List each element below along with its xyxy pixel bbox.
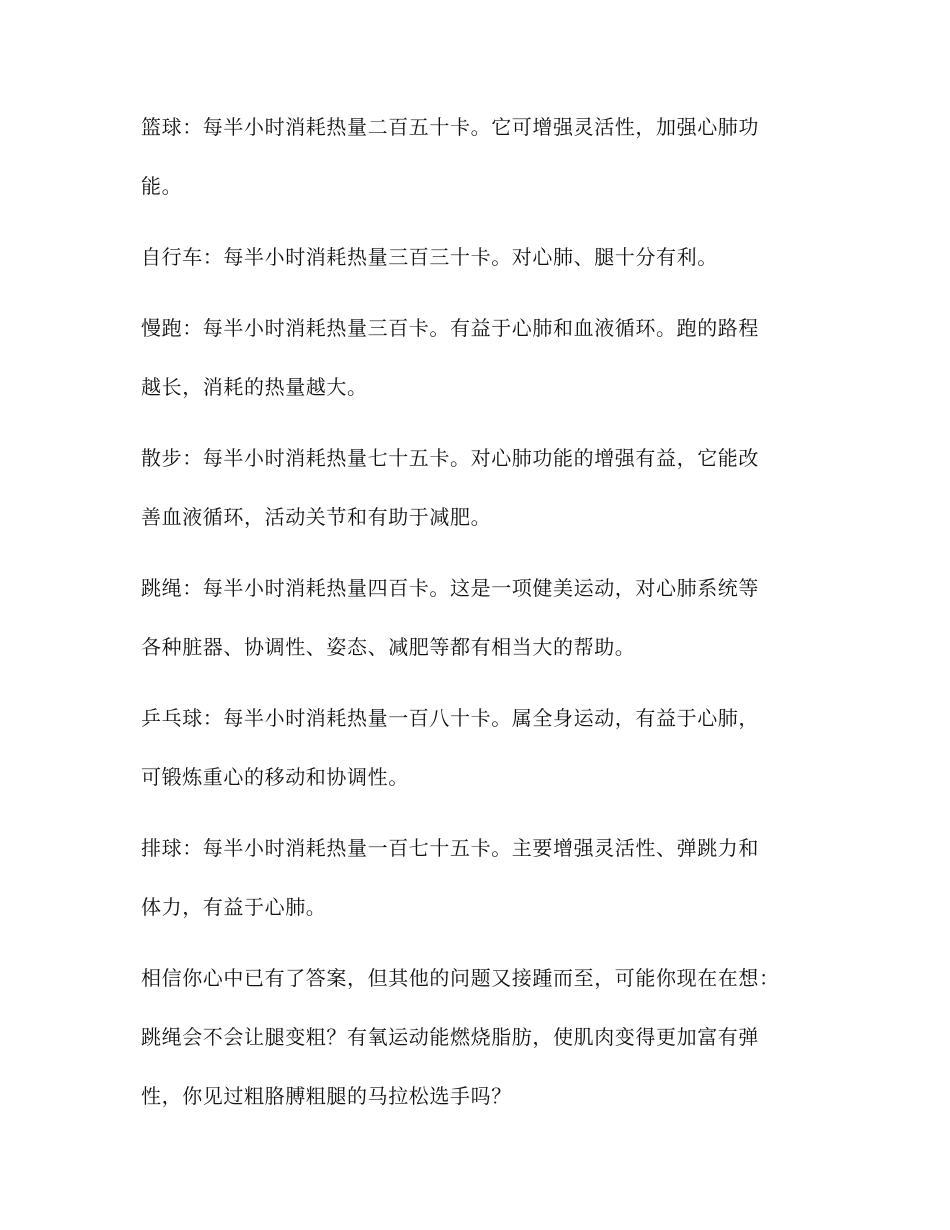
text-line: 相信你心中已有了答案，但其他的问题又接踵而至，可能你现在在想： xyxy=(141,966,780,990)
paragraph-conclusion xyxy=(141,949,841,1126)
paragraph-walking xyxy=(141,429,841,547)
text-line: 可锻炼重心的移动和协调性。 xyxy=(141,765,409,789)
text-line: 自行车：每半小时消耗热量三百三十卡。对心肺、腿十分有利。 xyxy=(141,245,718,269)
paragraph-volleyball xyxy=(141,819,841,937)
text-line: 越长，消耗的热量越大。 xyxy=(141,375,368,399)
document-body xyxy=(141,98,841,1138)
text-line: 性，你见过粗胳膊粗腿的马拉松选手吗？ xyxy=(141,1084,512,1108)
paragraph-jogging xyxy=(141,299,841,417)
text-line: 跳绳：每半小时消耗热量四百卡。这是一项健美运动，对心肺系统等 xyxy=(141,576,759,600)
text-line: 善血液循环，活动关节和有助于减肥。 xyxy=(141,505,492,529)
paragraph-basketball xyxy=(141,98,841,216)
text-line: 各种脏器、协调性、姿态、减肥等都有相当大的帮助。 xyxy=(141,635,636,659)
text-line: 篮球：每半小时消耗热量二百五十卡。它可增强灵活性，加强心肺功 xyxy=(141,115,759,139)
text-line: 散步：每半小时消耗热量七十五卡。对心肺功能的增强有益，它能改 xyxy=(141,446,759,470)
paragraph-table-tennis xyxy=(141,689,841,807)
paragraph-cycling xyxy=(141,228,841,287)
text-line: 乒乓球：每半小时消耗热量一百八十卡。属全身运动，有益于心肺， xyxy=(141,706,759,730)
text-line: 排球：每半小时消耗热量一百七十五卡。主要增强灵活性、弹跳力和 xyxy=(141,836,759,860)
text-line: 体力，有益于心肺。 xyxy=(141,895,327,919)
paragraph-jump-rope xyxy=(141,559,841,677)
text-line: 跳绳会不会让腿变粗？有氧运动能燃烧脂肪，使肌肉变得更加富有弹 xyxy=(141,1025,759,1049)
text-line: 慢跑：每半小时消耗热量三百卡。有益于心肺和血液循环。跑的路程 xyxy=(141,316,759,340)
text-line: 能。 xyxy=(141,174,183,198)
